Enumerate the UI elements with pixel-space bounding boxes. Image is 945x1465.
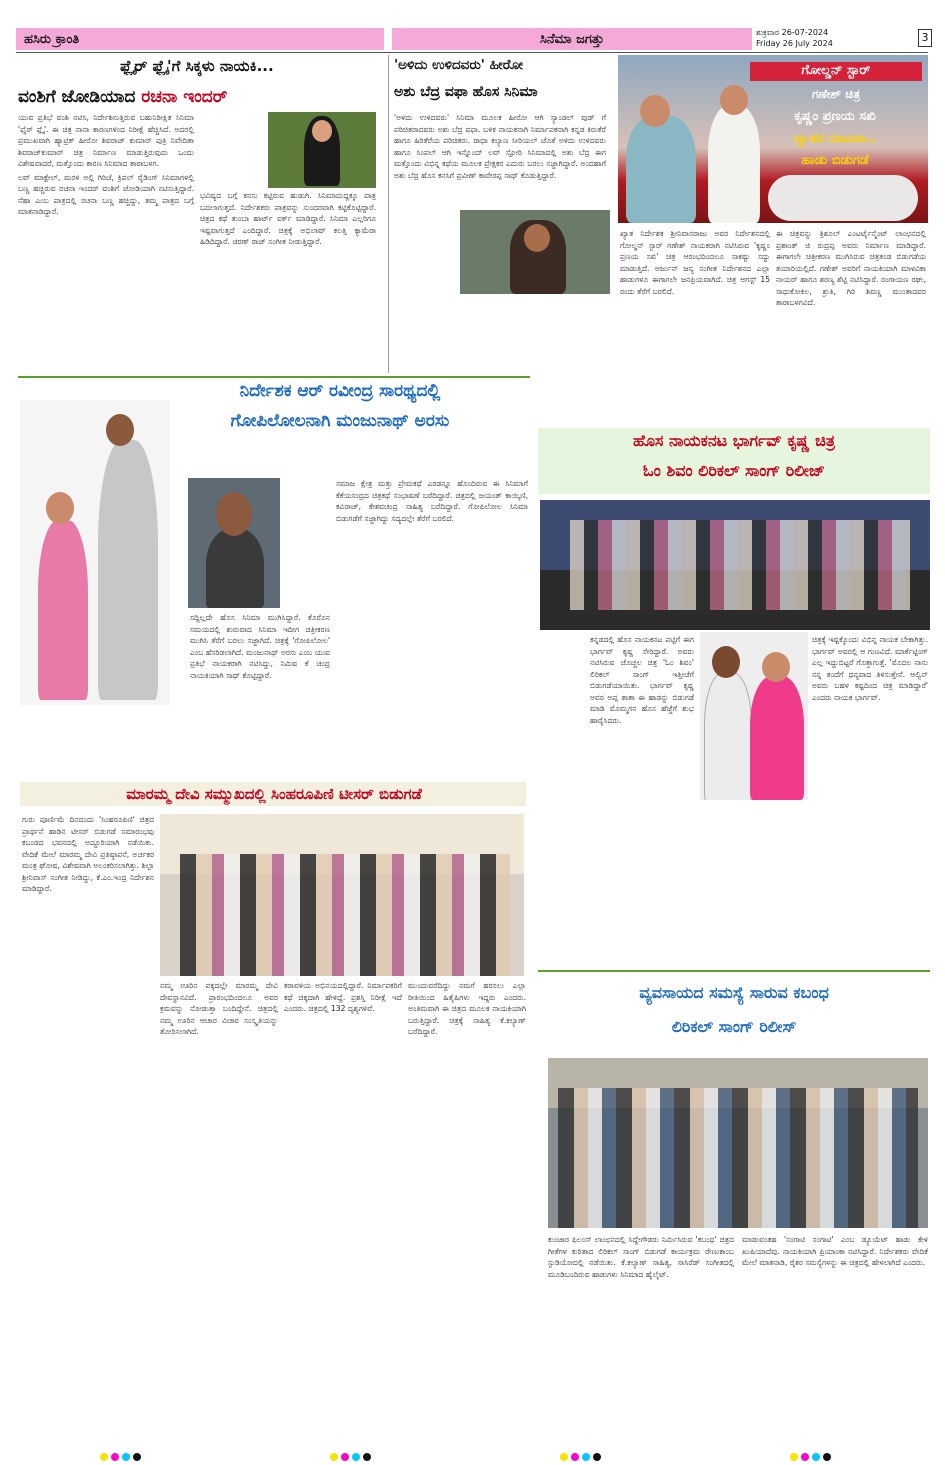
article1-kicker: ಫ್ಲೈರ್ ಫ್ಲೈ'ಗೆ ಸಿಕ್ಕಳು ನಾಯಕಿ... — [120, 57, 274, 75]
article2-body-bottom — [394, 296, 606, 372]
article6-body-mid1: ನಮ್ಮ ಊರಿನ ಪಕ್ಕದಲ್ಲೇ ಮಾರಮ್ಮ ದೇವಿ ದೇವಸ್ಥಾನವಿದೆ. ಪ್ರಾರಂಭದಿಂದಲೂ ಅವರ ಕ್ರಮವನ್ನು ನೋಡುತ್ತಾ ಬಂದಿದ್ದೇನೆ. ಚಿತ್ರದಲ್ಲಿ ನಮ್ಮ ಊರಿನ ಆಚಾರ ವಿಚಾರ ಸಂಸ್ಕೃತಿಯನ್ನು ತೋರಿಸಲಾಗಿದೆ. — [160, 981, 278, 1036]
article4-headline-line2: ಗೋಪಿಲೋಲನಾಗಿ ಮಂಜುನಾಥ್ ಅರಸು — [230, 411, 450, 431]
article6-headline: ಮಾರಮ್ಮ ದೇವಿ ಸಮ್ಮುಖದಲ್ಲಿ ಸಿಂಹರೂಪಿಣಿ ಟೀಸರ್ ಬಿಡುಗಡೆ — [126, 785, 422, 803]
article1-photo-rachana — [268, 112, 376, 188]
article7-headline-line1: ವ್ಯವಸಾಯದ ಸಮಸ್ಯೆ ಸಾರುವ ಕಬಂಧ — [639, 983, 829, 1002]
masthead-date — [756, 27, 932, 51]
date-english: Friday 26 July 2024 — [756, 39, 833, 48]
article1-body-right: ಭವಿಷ್ಯದ ಬಗ್ಗೆ ಕನಸು ಕಟ್ಟಿರುವ ಹುಡುಗಿ. ಸಿನಿಮಾದುದ್ದಕ್ಕೂ ಪಾತ್ರ ಬದಲಾಗುತ್ತದೆ. ನಿರ್ದೇಶಕರು ಪಾತ್ರವನ್ನು ಸುಂದರವಾಗಿ ಕಟ್ಟಿಕೊಟ್ಟಿದ್ದಾರೆ. ಚಿತ್ರದ ಕಥೆ ತುಂಬಾ ಹಾರ್ಟ್ ವರ್ಕ್ ಮಾಡಿದ್ದಾರೆ. ಸಿನಿಮಾ ಎಲ್ಲರಿಗೂ ಇಷ್ಟವಾಗುತ್ತದೆ ಎಂದಿದ್ದಾರೆ. ಚಿತ್ರಕ್ಕೆ ಅಭಿಲಾಷ್ ಕಲತ್ತಿ ಕ್ಯಾಮೆರಾ ಹಿಡಿದಿದ್ದಾರೆ. ಚರಣ್ ರಾಜ್ ಸಂಗೀತ ನೀಡುತ್ತಿದ್ದಾರೆ. — [200, 191, 376, 246]
article2-headline: ಅಶು ಬೆದ್ರ ವಫಾ ಹೊಸ ಸಿನಿಮಾ — [394, 84, 538, 100]
article1-headline-black: ವಂಶಿಗೆ ಜೋಡಿಯಾದ — [18, 87, 136, 107]
section-left-label: ಹಸಿರು ಕ್ರಾಂತಿ — [24, 31, 80, 47]
article3-banner-line3: ಕೃಷ್ಣಂ ಪ್ರಣಯ ಸಖಿ — [794, 109, 876, 124]
article3-banner-line1: ಗೋಲ್ಡನ್ ಸ್ಟಾರ್ — [750, 62, 922, 81]
article1-body-right-top — [200, 112, 264, 188]
article5-body-bottom — [540, 808, 928, 948]
article3-body-right: ಈ ಚಿತ್ರವನ್ನು ತ್ರಿಶೂಲ್ ಎಂಟರ್ಟೈನ್ಮೆಂಟ್ ಲಾಂಛನದಲ್ಲಿ ಪ್ರಶಾಂತ್ ಜಿ ರುದ್ರಪ್ಪ ಅವರು ನಿರ್ಮಾಣ ಮಾಡಿದ್ದಾರೆ. ಈಗಾಗಲೇ ಚಿತ್ರೀಕರಣ ಮುಗಿಸಿರುವ ಚಿತ್ರತಂಡ ಬಿಡುಗಡೆಯ ತಯಾರಿಯಲ್ಲಿದೆ. ಗಣೇಶ್ ಅವರಿಗೆ ನಾಯಕಿಯಾಗಿ ಮಾಳವಿಕಾ ನಾಯರ್ ಹಾಗೂ ಶರಣ್ಯ ಶೆಟ್ಟಿ ನಟಿಸಿದ್ದಾರೆ. ರಂಗಾಯಣ ರಘು, ಸಾಧುಕೋಕಿಲ, ಶ್ರುತಿ, ಗಿರಿ ಶಿವಣ್ಣ ಮುಂತಾದವರ ತಾರಾಬಳಗವಿದೆ. — [776, 229, 926, 307]
article6-body-left: ಗುರು ಪೂರ್ಣಿಮೆ ದಿನದಂದು 'ಸಿಂಹರೂಪಿಣಿ' ಚಿತ್ರದ ಪ್ರಾರ್ಥನೆ ಹಾಡಿನ ಟೀಸರ್ ಬಿಡುಗಡೆ ಸಮಾರಂಭವು ಕಬಂಡದ ಭವನದಲ್ಲಿ ಅದ್ದೂರಿಯಾಗಿ ನಡೆಯಿತು. ವೇದಿಕೆ ಮೇಲೆ ಮಾರಮ್ಮ ದೇವಿ ಪ್ರತಿಷ್ಠಾಪನೆ, ಅರ್ಚಕರ ಮಂತ್ರ ಘೋಷ, ವಿಶೇಷವಾಗಿ ಅಲಂಕರಿಸಲಾಗಿತ್ತು. ಶಿಲ್ಪಾ ಶ್ರೀನಿವಾಸ್ ಸಂಗೀತ ನೀಡಿದ್ದು, ಕೆ.ಎಂ.ಇಂದ್ರ ನಿರ್ದೇಶನ ಮಾಡಿದ್ದಾರೆ. — [22, 815, 154, 893]
article4-photo-director — [188, 478, 280, 608]
section-mid-label: ಸಿನೆಮಾ ಜಗತ್ತು — [539, 31, 605, 47]
registration-dots — [560, 1453, 601, 1465]
masthead-section-left — [16, 28, 384, 50]
article7-body-right: ಮಾಡುವಂತಹ 'ಸಂಗಾಟಿ ಸಂಗಾಟಿ' ಎಂಬ ಡ್ಯೂಯೆಟ್ ಹಾಡು ಕೇಳಿ ಖುಷಿಯಾದೆವು. ನಾಯಕಿಯಾಗಿ ಪ್ರಿಯಾಂಕಾ ನಟಿಸಿದ್ದಾರೆ. ನಿರ್ದೇಶಕರು ವೇದಿಕೆ ಮೇಲೆ ಮಾತನಾಡಿ, ರೈತರ ಸಮಸ್ಯೆಗಳನ್ನು ಈ ಚಿತ್ರದಲ್ಲಿ ಹೇಳಲಾಗಿದೆ ಎಂದರು. — [742, 1235, 928, 1267]
article7-rule — [538, 970, 930, 972]
article1-paragraph: ಲವ್ ಮಾಕ್ಟೇಲ್, ಮರಳಿ ಅಲ್ಲಿ ಗಿರಿಜೆ, ಕ್ರಿಪಲ್ ರೈಡಿಂಗ್ ಸಿನಿಮಾಗಳಲ್ಲಿ ಬಣ್ಣ ಹಚ್ಚಿರುವ ರಚನಾ ಇಂದರ್ ವಂಶಿಗೆ ಜೋಡಿಯಾಗಿ ನಟಿಸುತ್ತಿದ್ದಾರೆ. ನೆಹಾ ಎಂಬ ಪಾತ್ರದಲ್ಲಿ ರಚನಾ ಬಣ್ಣ ಹಚ್ಚಿದ್ದು, ತಮ್ಮ ಪಾತ್ರದ ಬಗ್ಗೆ ಮಾತನಾಡಿದ್ದಾರೆ. — [18, 172, 194, 216]
masthead-section-mid — [392, 28, 752, 50]
registration-dots — [330, 1453, 371, 1465]
article4-rule — [18, 376, 530, 378]
article4-body-left: ಸದ್ದಿಲ್ಲದೇ ಹೊಸ ಸಿನಿಮಾ ಮುಗಿಸಿದ್ದಾರೆ. ಕೊರೊನ ಸಮಯದಲ್ಲಿ ಶುರುವಾದ ಸಿನಿಮಾ ಇದೀಗ ಚಿತ್ರೀಕರಣ ಮುಗಿಸಿ ತೆರೆಗೆ ಬರಲು ಸಜ್ಜಾಗಿದೆ. ಚಿತ್ರಕ್ಕೆ 'ಗೋಪಿಲೋಲ' ಎಂಬ ಹೆಸರಿಡಲಾಗಿದೆ. ಮಂಜುನಾಥ್ ಅರಸು ಎಂಬ ಯುವ ಪ್ರತಿಭೆ ನಾಯಕರಾಗಿ ನಟಿಸಿದ್ದು, ನಿಮಿಷ ಕೆ ಚಂದ್ರ ನಾಯಕಿಯಾಗಿ ಸಾಥ್ ಕೊಟ್ಟಿದ್ದಾರೆ. — [190, 613, 330, 680]
article1-body — [18, 112, 194, 374]
article3-body-left: ಖ್ಯಾತ ನಿರ್ದೇಶಕ ಶ್ರೀನಿವಾಸರಾಜು ಅವರ ನಿರ್ದೇಶನದಲ್ಲಿ ಗೋಲ್ಡನ್ ಸ್ಟಾರ್ ಗಣೇಶ್ ನಾಯಕರಾಗಿ ನಟಿಸಿರುವ 'ಕೃಷ್ಣಂ ಪ್ರಣಯ ಸಖಿ' ಚಿತ್ರ ಆರಂಭದಿಂದಲೂ ಸಾಕಷ್ಟು ಸದ್ದು ಮಾಡುತ್ತಿದೆ. ಅರ್ಜುನ್ ಜನ್ಯ ಸಂಗೀತ ನಿರ್ದೇಶನದ ಎಲ್ಲಾ ಹಾಡುಗಳೂ ಈಗಾಗಲೇ ಜನಪ್ರಿಯವಾಗಿದೆ. ಚಿತ್ರ ಆಗಸ್ಟ್ 15 ರಂದು ತೆರೆಗೆ ಬರಲಿದೆ. — [620, 229, 770, 296]
article3-banner-line5: ಹಾಡು ಬಿಡುಗಡೆ — [801, 153, 869, 168]
article7-headline-line2: ಲಿರಿಕಲ್ ಸಾಂಗ್ ರಿಲೀಸ್ — [671, 1017, 797, 1036]
article5-body-right: ಚಿತ್ರಕ್ಕೆ ಇಷ್ಟಕ್ಕೊಂದು ವಿಭಿನ್ನ ನಾಯಕ ಬೇಕಾಗಿತ್ತು. ಭಾರ್ಗವ್ ಅವರಲ್ಲಿ ಆ ಗುಣವಿದೆ. ಮಾರ್ಕೆಟ್ಟಿಂಗ್ ಎಲ್ಲ ಇದ್ದುಬಿಟ್ಟರೆ ಗೊತ್ತಾಗುತ್ತೆ. 'ಮೊದಲ ನಾನು ನನ್ನ ತಂದೆಗೆ ಧನ್ಯವಾದ ತಿಳಿಸುತ್ತೇನೆ. ಆಲ್ವಿನ್ ಅವರು ಬಹಳ ಕಷ್ಟದಿಂದ ಚಿತ್ರ ಮಾಡಿದ್ದಾರೆ' ಎಂದರು ನಾಯಕ ಭಾರ್ಗವ್. — [812, 635, 928, 702]
article3-banner-line4: ದ್ವಾಪರ ದಾಟುತಾ.. — [793, 131, 877, 146]
article5-headline-line2: ಓಂ ಶಿವಂ ಲಿರಿಕಲ್ ಸಾಂಗ್ ರಿಲೀಜ್ — [643, 461, 825, 480]
article6-body-mid3: ಮುಂದುವರೆದಿದ್ದು ನಮಗೆ ಹರಸಲು ಎಲ್ಲಾ ರೀತಿಯಿಂದ ಹಿತೈಷಿಗಳು ಇದ್ದರು ಎಂದರು. ಅಂತಿಮವಾಗಿ ಈ ಚಿತ್ರದ ಮೂಲಕ ನಾಯಕಿಯಾಗಿ ಬರುತ್ತಿದ್ದಾರೆ. ಚಿತ್ರಕ್ಕೆ ಸಾಹಿತ್ಯ ಕೆ.ಕಲ್ಯಾಣ್ ಬರೆದಿದ್ದಾರೆ. — [408, 981, 526, 1036]
article5-headline-line1: ಹೊಸ ನಾಯಕನಟ ಭಾರ್ಗವ್ ಕೃಷ್ಣ ಚಿತ್ರ — [632, 431, 836, 450]
article1-paragraph: ಯುವ ಪ್ರತಿಭೆ ವಂಶಿ ನಟಿಸಿ, ನಿರ್ದೇಶಿಸುತ್ತಿರುವ ಬಹುನಿರೀಕ್ಷಿತ ಸಿನಿಮಾ 'ಫೈರ್ ಫ್ಲೈ'. ಈ ಚಿತ್ರ ನಾನಾ ಕಾರಣಗಳಿಂದ ನಿರೀಕ್ಷೆ ಹೆಚ್ಚಿಸಿದೆ. ಅದರಲ್ಲಿ ಪ್ರಮುಖವಾಗಿ ಹ್ಯಾಟ್ರಿಕ್ ಹೀರೋ ಶಿವರಾಜ್ ಕುಮಾರ್ ಪುತ್ರಿ ನಿವೇದಿತಾ ಶಿವರಾಜ್‌ಕುಮಾರ್ ಚಿತ್ರ ನಿರ್ಮಾಣ ಮಾಡುತ್ತಿರುವುದು ಒಂದು ವಿಶೇಷವಾದರೆ, ಮತ್ತೊಂದು ಕಾರಣ ಸಿನಿಮಾದ ತಾರಾಬಳಗ. — [18, 113, 194, 168]
date-kannada: ಶುಕ್ರವಾರ 26-07-2024 — [756, 28, 829, 37]
article6-body-mid2: ಕರಾವಳಿಯ ಅಭಿನಯದಲ್ಲಿದ್ದಾರೆ. ನಿರ್ಮಾಪಕರಿಗೆ ಕಥೆ ಚಿಕ್ಕದಾಗಿ ಹೇಳಿದ್ದೆ. ಪ್ರಶಸ್ತಿ ನಿರೀಕ್ಷೆ ಇದೆ ಎಂದರು. ಚಿತ್ರದಲ್ಲಿ 132 ದೃಶ್ಯಗಳಿವೆ. — [284, 981, 402, 1013]
article4-body-bottom — [20, 712, 330, 776]
article4-body-right: ಸಮಾಜ ಕ್ಷೇತ್ರ ಮತ್ತು ಪ್ರೇಮಕಥೆ ಎರಡನ್ನೂ ಹೊಂದಿರುವ ಈ ಸಿನಿಮಾಗೆ ಕೆಕೆಯಸಂದ್ರದ ಚಿತ್ರಕಥೆ ಸಂಭಾಷಣೆ ಬರೆದಿದ್ದಾರೆ. ಚಿತ್ರದಲ್ಲಿ ಜಯಂತ್ ಕಾಯ್ಕಿಣಿ, ಕವಿರಾಜ್, ಕೇಶವಚಂದ್ರ ಸಾಹಿತ್ಯ ಬರೆದಿದ್ದಾರೆ. ಗೋಪಿಲೋಲ ಸಿನಿಮಾ ಬಿಡುಗಡೆಗೆ ಸಜ್ಜಾಗಿದ್ದು ಸದ್ಯದಲ್ಲೇ ತೆರೆಗೆ ಬರಲಿದೆ. — [336, 479, 528, 523]
article1-headline — [18, 88, 388, 108]
article5-photo-couple — [700, 632, 808, 800]
article2-kicker: 'ಅಳಿದು ಉಳಿದವರು' ಹೀರೋ — [394, 57, 523, 73]
registration-dots — [790, 1453, 831, 1465]
article1-headline-red: ರಚನಾ ಇಂದರ್ — [141, 87, 228, 107]
page-number: 3 — [918, 29, 932, 47]
article4-body-narrow — [284, 478, 330, 610]
article5-body-left: ಕನ್ನಡದಲ್ಲಿ ಹೊಸ ನಾಯಕನಟ ಪಟ್ಟಿಗೆ ಈಗ ಭಾರ್ಗವ್ ಕೃಷ್ಣ ಸೇರಿದ್ದಾರೆ. ಅವರು ನಟಿಸಿರುವ ಚೊಚ್ಚಲ ಚಿತ್ರ 'ಓಂ ಶಿವಂ' ಲಿರಿಕಲ್ ಸಾಂಗ್ ಇತ್ತೀಚೆಗೆ ಬಿಡುಗಡೆಯಾಯಿತು. ಭಾರ್ಗವ್ ಕೃಷ್ಣ ಅವರ ಅಪ್ಪ ತಾತಾ ಈ ಹಾಡನ್ನು ಬಿಡುಗಡೆ ಮಾಡಿ ಮೊಮ್ಮಗನ ಹೊಸ ಹೆಜ್ಜೆಗೆ ಶುಭ ಹಾರೈಸಿದರು. — [590, 635, 694, 725]
registration-dots — [100, 1453, 141, 1465]
article2-body-top: 'ಅಳಿದು ಉಳಿದವರು' ಸಿನಿಮಾ ಮೂಲಕ ಹೀರೋ ಆಗಿ ಸ್ಯಾಂಡಲ್ ವುಡ್ ಗೆ ಪರಿಚಿತರಾದವರು ಅಶು ಬೆದ್ರ ವಫಾ. ಬಳಿಕ ನಾಯಕನಾಗಿ ನಿರ್ಮಾಪಕನಾಗಿ ಕನ್ನಡ ಕಿರುತೆರೆ ಹಾಗೂ ಹಿರಿತೆರೆಯ ಪರಿಚಿತರು. ರಾಧಾ ಕಲ್ಯಾಣ ಸೀರಿಯಲ್ ಜೊತೆ ಅಳಿದು ಉಳಿದವರು ಹಾಗೂ ಸಿಂಪಲ್ ಆಗಿ ಇನ್ನೊಂದ್ ಲವ್ ಸ್ಟೋರಿ ಸಿನಿಮಾದಲ್ಲಿ ಅಶು ಬೆದ್ರ ಈಗ ಮತ್ತೊಂದು ವಿಭಿನ್ನ ಕಥೆಯ ಮೂಲಕ ಪ್ರೇಕ್ಷಕರ ಎದುರು ಬರಲು ಸಜ್ಜಾಗಿದ್ದಾರೆ. ಅಂದಹಾಗೆ ಅಶು ಬೆದ್ರ ಹೊಸ ಕನಸಿಗೆ ಪ್ರವೀಣ್ ಕಾವೇರಪ್ಪ ಸಾಥ್ ಕೊಡುತ್ತಿದ್ದಾರೆ. — [394, 113, 606, 180]
article7-photo-group — [548, 1058, 928, 1228]
masthead-rule — [16, 52, 928, 53]
article4-headline-line1: ನಿರ್ದೇಶಕ ಆರ್ ರವೀಂದ್ರ ಸಾರಥ್ಯದಲ್ಲಿ — [239, 381, 441, 401]
article6-photo-event — [160, 814, 524, 976]
article5-photo-group — [540, 500, 930, 630]
article2-photo — [460, 210, 610, 294]
article3-banner-line2: ಗಣೇಶ್ ಚಿತ್ರ — [811, 87, 861, 101]
article4-photo-couple — [20, 400, 170, 705]
article7-body-left: ಕುಂಜಾರ ಫಿಲಂಸ್ ಲಾಂಛನದಲ್ಲಿ ಸಿದ್ದೇಗೌಡರು ನಿರ್ಮಿಸಿರುವ 'ಕಬಂಧ' ಚಿತ್ರದ ಗೀತೆಗಳ ಕುರಿತಾದ ಲಿರಿಕಲ್ ಸಾಂಗ್ ಬಿಡುಗಡೆ ಕಾರ್ಯಕ್ರಮ ರೇಣುಕಾಂಬ ಸ್ಟುಡಿಯೋದಲ್ಲಿ ನಡೆಯಿತು. ಕೆ.ಕಲ್ಯಾಣ್ ಸಾಹಿತ್ಯ, ಸಾಸಿರೆಡ್ ಸಂಗೀತದಲ್ಲಿ ಮೂಡಿಬಂದಿರುವ ಹಾಡುಗಳು ಸಿನಿಮಾದ ಹೈಲೈಟ್. — [548, 1235, 734, 1279]
